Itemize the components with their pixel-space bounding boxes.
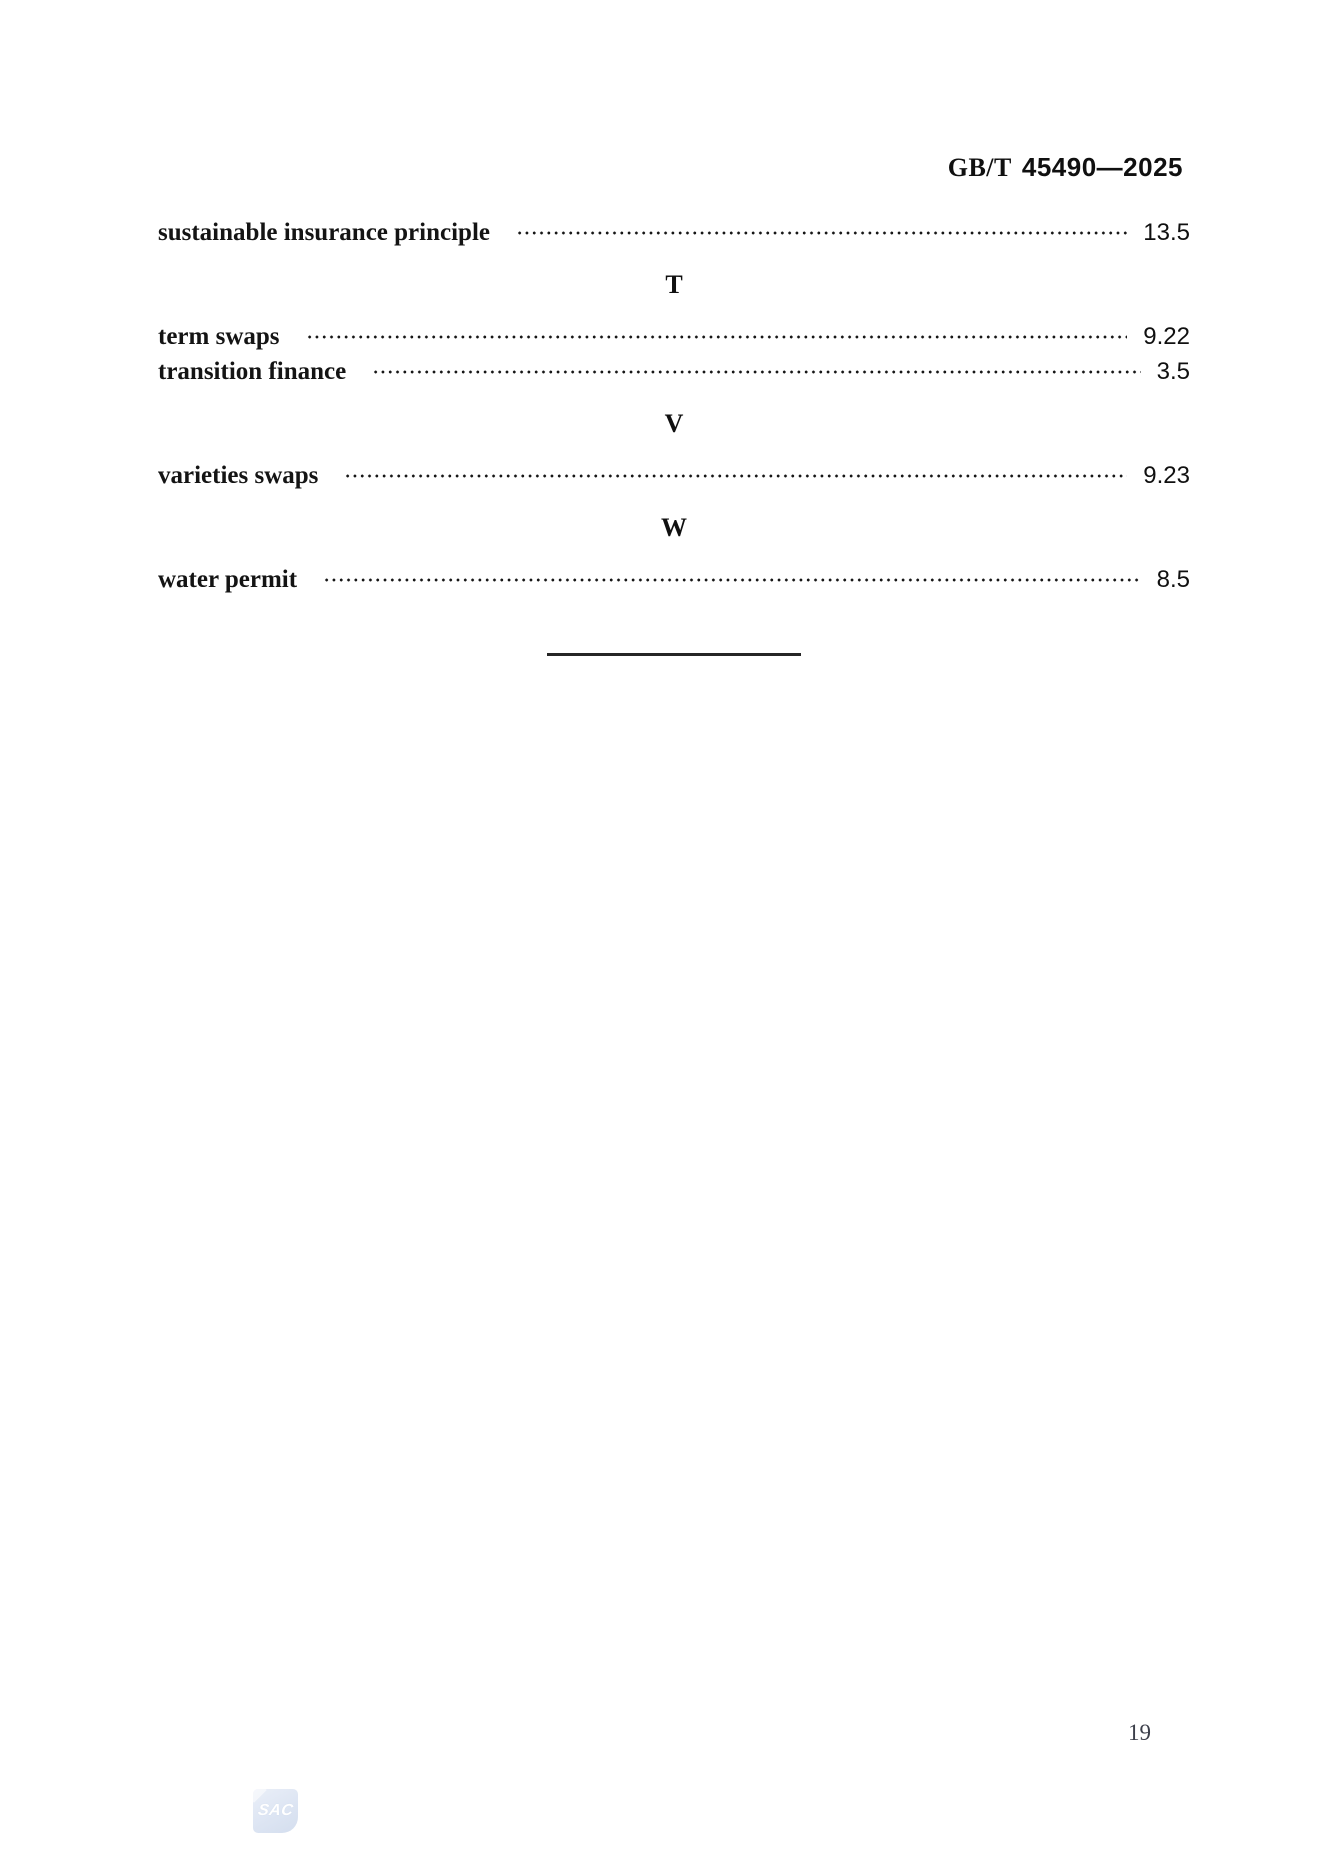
sac-logo-watermark (253, 1789, 298, 1833)
dotted-leader (516, 218, 1127, 248)
standard-code: GB/T (947, 153, 1012, 182)
dotted-leader (344, 461, 1127, 491)
index-clause-ref: 8.5 (1156, 566, 1190, 593)
dotted-leader (306, 322, 1128, 352)
standard-number-header (948, 152, 1183, 183)
index-clause-ref: 9.23 (1143, 462, 1190, 489)
index-entry (158, 322, 1190, 352)
index-term: transition finance (158, 358, 347, 385)
page-number: 19 (1128, 1720, 1151, 1745)
index-entry (158, 357, 1190, 387)
index-section-letter: V (664, 409, 684, 438)
index-entry (158, 565, 1190, 595)
index-list (158, 218, 1190, 656)
index-clause-ref: 13.5 (1143, 219, 1190, 246)
standard-issue-number: 45490—2025 (1021, 152, 1183, 182)
index-term: term swaps (158, 323, 280, 350)
index-clause-ref: 9.22 (1143, 323, 1190, 350)
index-section-letter: T (665, 270, 683, 299)
sac-logo-text: SAC (256, 1802, 295, 1819)
index-section-letter: W (661, 513, 687, 542)
index-clause-ref: 3.5 (1156, 358, 1190, 385)
index-term: sustainable insurance principle (158, 219, 490, 246)
end-of-document-divider (547, 653, 801, 656)
dotted-leader (372, 357, 1140, 387)
index-term: water permit (158, 566, 298, 593)
index-entry (158, 461, 1190, 491)
index-entry (158, 218, 1190, 248)
dotted-leader (323, 565, 1141, 595)
index-term: varieties swaps (158, 462, 319, 489)
